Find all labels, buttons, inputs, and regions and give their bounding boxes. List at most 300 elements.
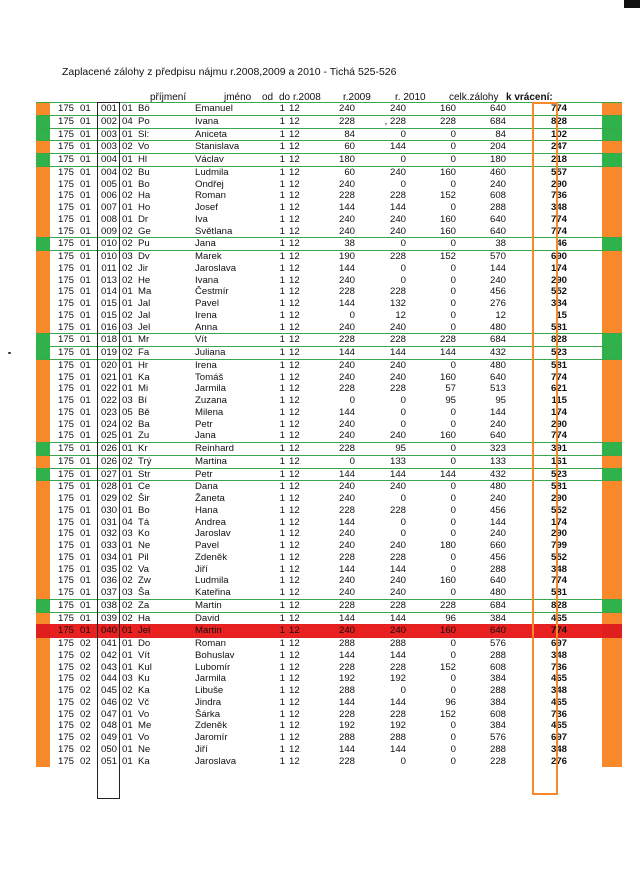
month-to: 12 [289, 575, 300, 587]
unit-building: 175 [58, 493, 75, 504]
paid-2010: 0 [450, 321, 456, 333]
paid-2009: 240 [389, 481, 406, 493]
month-to: 12 [289, 685, 300, 696]
month-to: 12 [289, 493, 300, 504]
refund-amount: 290 [550, 178, 567, 190]
refund-column-box [532, 102, 558, 795]
status-marker-right [602, 407, 622, 419]
first-name: Lubomír [195, 661, 231, 673]
unit-entrance: 01 [80, 371, 91, 383]
refund-amount: 552 [550, 286, 567, 298]
surname: Ho [138, 202, 151, 213]
tenant-code: 01 [122, 540, 133, 551]
paid-2008: 60 [344, 141, 355, 153]
refund-amount: 465 [550, 720, 567, 732]
refund-amount: 774 [550, 430, 567, 442]
refund-amount: 799 [550, 540, 567, 551]
unit-building: 175 [58, 504, 75, 516]
month-to: 12 [289, 103, 300, 114]
status-marker-right [602, 141, 622, 153]
month-to: 12 [289, 430, 300, 442]
surname: Za [138, 599, 150, 611]
total-deposits: 684 [489, 599, 506, 611]
month-to: 12 [289, 516, 300, 528]
surname: Ka [138, 685, 150, 696]
unit-building: 175 [58, 516, 75, 528]
month-from: 1 [279, 587, 285, 598]
paid-2010: 160 [439, 371, 456, 383]
first-name: Zdeněk [195, 551, 227, 563]
month-to: 12 [289, 625, 300, 637]
unit-number: 007 [100, 202, 117, 213]
tenant-code: 02 [122, 493, 133, 504]
paid-2009: 0 [400, 755, 406, 767]
tenant-code: 01 [122, 334, 133, 346]
paid-2010: 160 [439, 103, 456, 114]
status-marker-left [36, 481, 50, 493]
status-marker-left [36, 310, 50, 322]
month-from: 1 [279, 395, 285, 406]
tenant-code: 02 [122, 575, 133, 587]
month-to: 12 [289, 359, 300, 371]
month-from: 1 [279, 732, 285, 743]
status-marker-right [602, 275, 622, 287]
paid-2008: 240 [338, 103, 355, 114]
total-deposits: 384 [489, 720, 506, 732]
first-name: Bohuslav [195, 649, 235, 661]
tenant-code: 03 [122, 528, 133, 540]
paid-2008: 144 [338, 347, 355, 358]
total-deposits: 228 [489, 755, 506, 767]
tenant-code: 04 [122, 516, 133, 528]
tenant-code: 05 [122, 406, 133, 418]
tenant-code: 02 [122, 166, 133, 178]
refund-amount: 581 [550, 587, 567, 598]
refund-amount: 218 [550, 154, 567, 165]
paid-2009: 228 [389, 551, 406, 563]
month-from: 1 [279, 371, 285, 383]
paid-2010: 0 [450, 274, 456, 286]
unit-entrance: 01 [80, 612, 91, 624]
status-marker-right [602, 517, 622, 529]
first-name: Václav [195, 154, 224, 165]
unit-number: 003 [100, 128, 117, 140]
unit-number: 048 [100, 720, 117, 732]
refund-amount: 290 [550, 528, 567, 540]
month-to: 12 [289, 309, 300, 321]
tenant-code: 01 [122, 638, 133, 649]
header-od: od [262, 92, 274, 103]
month-from: 1 [279, 321, 285, 333]
total-deposits: 288 [489, 743, 506, 755]
first-name: Milena [195, 406, 224, 418]
month-from: 1 [279, 720, 285, 732]
surname: Ce [138, 481, 151, 493]
unit-entrance: 01 [80, 406, 91, 418]
unit-number-column-box [97, 102, 120, 799]
paid-2008: 144 [338, 696, 355, 708]
month-from: 1 [279, 383, 285, 395]
paid-2008: 144 [338, 649, 355, 661]
total-deposits: 240 [489, 418, 506, 430]
surname: Ku [138, 673, 150, 685]
unit-building: 175 [58, 128, 75, 140]
total-deposits: 38 [495, 238, 506, 250]
total-deposits: 240 [489, 528, 506, 540]
scan-corner-mark [624, 0, 640, 8]
month-to: 12 [289, 468, 300, 480]
paid-2008: 228 [338, 504, 355, 516]
paid-2010: 0 [450, 418, 456, 430]
paid-2008: 240 [338, 493, 355, 504]
refund-amount: 276 [550, 755, 567, 767]
first-name: Jiří [195, 743, 208, 755]
paid-2009: 0 [400, 178, 406, 190]
status-marker-right [602, 493, 622, 505]
status-marker-left [36, 298, 50, 310]
unit-building: 175 [58, 481, 75, 493]
month-from: 1 [279, 298, 285, 309]
refund-amount: 334 [550, 298, 567, 309]
refund-amount: 102 [550, 128, 567, 140]
unit-building: 175 [58, 587, 75, 598]
unit-number: 016 [100, 321, 117, 333]
total-deposits: 640 [489, 103, 506, 114]
unit-number: 044 [100, 673, 117, 685]
first-name: Dana [195, 481, 218, 493]
month-from: 1 [279, 141, 285, 153]
paid-2009: 228 [389, 661, 406, 673]
unit-entrance: 01 [80, 395, 91, 406]
total-deposits: 480 [489, 359, 506, 371]
refund-amount: 290 [550, 418, 567, 430]
total-deposits: 133 [489, 455, 506, 467]
status-marker-left [36, 625, 50, 637]
paid-2010: 228 [439, 115, 456, 127]
paid-2009: 0 [400, 154, 406, 165]
total-deposits: 480 [489, 587, 506, 598]
scan-speck [8, 352, 11, 354]
month-to: 12 [289, 418, 300, 430]
unit-entrance: 02 [80, 755, 91, 767]
tenant-code: 03 [122, 395, 133, 406]
total-deposits: 684 [489, 115, 506, 127]
unit-entrance: 02 [80, 696, 91, 708]
paid-2010: 0 [450, 673, 456, 685]
unit-number: 030 [100, 504, 117, 516]
status-marker-right [602, 334, 622, 346]
total-deposits: 480 [489, 321, 506, 333]
paid-2009: 0 [400, 262, 406, 274]
paid-2009: 240 [389, 540, 406, 551]
month-to: 12 [289, 321, 300, 333]
paid-2010: 0 [450, 141, 456, 153]
paid-2009: 144 [389, 141, 406, 153]
paid-2010: 0 [450, 516, 456, 528]
tenant-code: 03 [122, 587, 133, 598]
surname: Bu [138, 166, 150, 178]
unit-entrance: 01 [80, 166, 91, 178]
paid-2008: 228 [338, 551, 355, 563]
status-marker-left [36, 116, 50, 128]
total-deposits: 180 [489, 154, 506, 165]
paid-2009: 228 [389, 708, 406, 720]
unit-entrance: 01 [80, 587, 91, 598]
unit-building: 175 [58, 430, 75, 442]
paid-2010: 0 [450, 493, 456, 504]
header-prijmeni: příjmení [150, 92, 187, 103]
paid-2009: 0 [400, 516, 406, 528]
status-marker-left [36, 286, 50, 298]
month-from: 1 [279, 551, 285, 563]
status-marker-left [36, 564, 50, 576]
paid-2009: 144 [389, 468, 406, 480]
status-marker-right [602, 732, 622, 744]
unit-building: 175 [58, 154, 75, 165]
paid-2010: 180 [439, 540, 456, 551]
paid-2008: 228 [338, 661, 355, 673]
refund-amount: 552 [550, 504, 567, 516]
first-name: Ivana [195, 115, 219, 127]
unit-entrance: 01 [80, 286, 91, 298]
total-deposits: 456 [489, 504, 506, 516]
paid-2010: 0 [450, 504, 456, 516]
unit-entrance: 01 [80, 443, 91, 454]
total-deposits: 384 [489, 696, 506, 708]
paid-2008: 240 [338, 178, 355, 190]
refund-amount: 581 [550, 321, 567, 333]
month-from: 1 [279, 599, 285, 611]
first-name: Světlana [195, 225, 233, 237]
status-marker-right [602, 129, 622, 141]
first-name: Roman [195, 638, 226, 649]
unit-building: 175 [58, 685, 75, 696]
refund-amount: 115 [551, 395, 567, 406]
paid-2009: 132 [389, 298, 406, 309]
first-name: Irena [195, 359, 217, 371]
month-to: 12 [289, 528, 300, 540]
month-from: 1 [279, 115, 285, 127]
total-deposits: 288 [489, 563, 506, 575]
month-to: 12 [289, 504, 300, 516]
month-to: 12 [289, 563, 300, 575]
month-from: 1 [279, 309, 285, 321]
refund-amount: 348 [550, 563, 567, 575]
status-marker-left [36, 226, 50, 238]
paid-2008: 228 [338, 286, 355, 298]
month-from: 1 [279, 286, 285, 298]
unit-number: 026 [100, 443, 117, 454]
refund-amount: 290 [550, 493, 567, 504]
tenant-code: 02 [122, 238, 133, 250]
first-name: Zuzana [195, 395, 227, 406]
month-from: 1 [279, 696, 285, 708]
month-from: 1 [279, 708, 285, 720]
unit-building: 175 [58, 673, 75, 685]
paid-2008: 228 [338, 443, 355, 454]
paid-2010: 0 [450, 309, 456, 321]
tenant-code: 01 [122, 103, 133, 114]
tenant-code: 01 [122, 551, 133, 563]
unit-entrance: 01 [80, 359, 91, 371]
paid-2009: 0 [400, 528, 406, 540]
status-marker-right [602, 103, 622, 115]
unit-building: 175 [58, 262, 75, 274]
status-marker-left [36, 575, 50, 587]
first-name: Juliana [195, 347, 226, 358]
total-deposits: 323 [489, 443, 506, 454]
month-to: 12 [289, 661, 300, 673]
refund-amount: 774 [550, 213, 567, 225]
status-marker-left [36, 322, 50, 334]
surname: Me [138, 720, 152, 732]
month-from: 1 [279, 190, 285, 202]
month-from: 1 [279, 202, 285, 213]
refund-amount: 348 [550, 685, 567, 696]
tenant-code: 02 [122, 685, 133, 696]
paid-2008: 240 [338, 587, 355, 598]
unit-building: 175 [58, 696, 75, 708]
tenant-code: 02 [122, 599, 133, 611]
unit-number: 010 [100, 238, 117, 250]
paid-2008: 240 [338, 540, 355, 551]
status-marker-left [36, 469, 50, 481]
status-marker-left [36, 493, 50, 505]
tenant-code: 02 [122, 696, 133, 708]
month-to: 12 [289, 732, 300, 743]
unit-entrance: 01 [80, 528, 91, 540]
unit-building: 175 [58, 468, 75, 480]
paid-2008: 144 [338, 516, 355, 528]
unit-building: 175 [58, 103, 75, 114]
tenant-code: 01 [122, 128, 133, 140]
paid-2009: 240 [389, 359, 406, 371]
paid-2009: 228 [389, 599, 406, 611]
paid-2010: 160 [439, 430, 456, 442]
refund-amount: 736 [550, 190, 567, 202]
refund-amount: 523 [550, 347, 567, 358]
unit-entrance: 01 [80, 575, 91, 587]
first-name: Vít [195, 334, 207, 346]
tenant-code: 02 [122, 262, 133, 274]
unit-number: 013 [100, 274, 117, 286]
month-from: 1 [279, 468, 285, 480]
surname: Bě [138, 406, 150, 418]
unit-number: 040 [100, 625, 117, 637]
unit-entrance: 01 [80, 468, 91, 480]
month-to: 12 [289, 298, 300, 309]
surname: Vč [138, 696, 150, 708]
total-deposits: 288 [489, 649, 506, 661]
surname: Ha [138, 612, 151, 624]
unit-number: 014 [100, 286, 117, 298]
tenant-code: 01 [122, 430, 133, 442]
refund-amount: 774 [550, 575, 567, 587]
month-to: 12 [289, 443, 300, 454]
status-marker-left [36, 540, 50, 552]
paid-2008: 0 [349, 309, 355, 321]
status-marker-right [602, 347, 622, 359]
unit-building: 175 [58, 528, 75, 540]
tenant-code: 01 [122, 443, 133, 454]
unit-number: 022 [100, 395, 117, 406]
month-to: 12 [289, 383, 300, 395]
unit-building: 175 [58, 743, 75, 755]
unit-number: 031 [100, 516, 117, 528]
unit-entrance: 01 [80, 347, 91, 358]
paid-2009: 144 [389, 743, 406, 755]
status-marker-right [602, 430, 622, 442]
status-marker-right [602, 744, 622, 756]
status-marker-left [36, 456, 50, 468]
first-name: Reinhard [195, 443, 234, 454]
status-marker-right [602, 481, 622, 493]
paid-2008: 190 [338, 251, 355, 262]
first-name: Andrea [195, 516, 226, 528]
unit-building: 175 [58, 347, 75, 358]
first-name: Martin [195, 625, 222, 637]
status-marker-left [36, 756, 50, 768]
unit-entrance: 02 [80, 685, 91, 696]
total-deposits: 204 [489, 141, 506, 153]
month-to: 12 [289, 371, 300, 383]
total-deposits: 576 [489, 732, 506, 743]
tenant-code: 01 [122, 178, 133, 190]
unit-number: 015 [100, 298, 117, 309]
total-deposits: 84 [495, 128, 506, 140]
month-from: 1 [279, 755, 285, 767]
surname: Jel [138, 321, 151, 333]
unit-building: 175 [58, 225, 75, 237]
total-deposits: 640 [489, 371, 506, 383]
unit-entrance: 01 [80, 154, 91, 165]
total-deposits: 240 [489, 178, 506, 190]
month-from: 1 [279, 430, 285, 442]
unit-entrance: 01 [80, 418, 91, 430]
status-marker-right [602, 673, 622, 685]
unit-number: 026 [100, 455, 117, 467]
unit-entrance: 02 [80, 708, 91, 720]
surname: Ka [138, 371, 150, 383]
status-marker-left [36, 709, 50, 721]
paid-2009: 0 [400, 493, 406, 504]
unit-building: 175 [58, 732, 75, 743]
surname: Ha [138, 190, 151, 202]
month-from: 1 [279, 661, 285, 673]
first-name: Jindra [195, 696, 222, 708]
paid-2010: 152 [439, 708, 456, 720]
month-to: 12 [289, 262, 300, 274]
paid-2010: 0 [450, 743, 456, 755]
first-name: Tomáš [195, 371, 224, 383]
paid-2010: 96 [445, 696, 456, 708]
unit-number: 029 [100, 493, 117, 504]
unit-building: 175 [58, 334, 75, 346]
unit-entrance: 01 [80, 128, 91, 140]
status-marker-right [602, 587, 622, 599]
paid-2009: 228 [389, 504, 406, 516]
unit-entrance: 01 [80, 481, 91, 493]
tenant-code: 01 [122, 154, 133, 165]
month-to: 12 [289, 286, 300, 298]
unit-number: 046 [100, 696, 117, 708]
refund-amount: 15 [556, 309, 567, 321]
month-from: 1 [279, 455, 285, 467]
paid-2008: 288 [338, 732, 355, 743]
month-to: 12 [289, 334, 300, 346]
status-marker-right [602, 419, 622, 431]
tenant-code: 02 [122, 612, 133, 624]
